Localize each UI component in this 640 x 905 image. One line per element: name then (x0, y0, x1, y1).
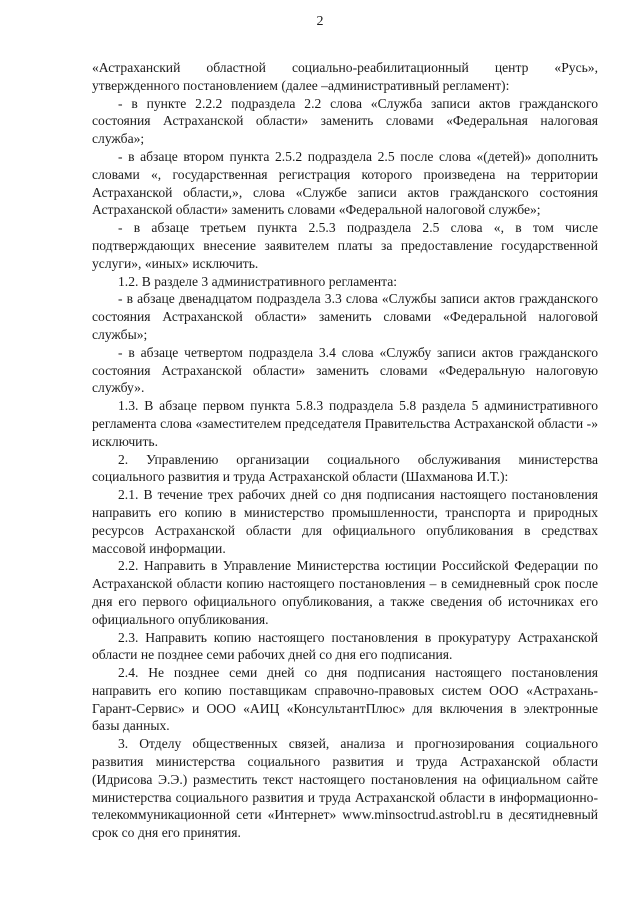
page-number: 2 (316, 14, 324, 29)
paragraph-item-2-4: 2.4. Не позднее семи дней со дня подписания настоящего постановления направить его копию поставщикам справочно-правовых систем ООО «Астрахань-Гарант-Сервис» и ООО «АИЦ «КонсультантПлюс» для включения в электронные базы данных. (92, 665, 598, 734)
paragraph-item-2-3: 2.3. Направить копию настоящего постановления в прокуратуру Астраханской области не позднее семи рабочих дней со дня его подписания. (92, 629, 598, 663)
paragraph-intro: «Астраханский областной социально-реабилитационный центр «Русь», утвержденного постановлением (далее –административный регламент): (92, 60, 598, 93)
paragraph-item-2-5-2: - в абзаце втором пункта 2.5.2 подраздела 2.5 после слова «(детей)» дополнить словами «, государственная регистрация которого произведена на территории Астраханской области,», слова «Службе записи актов гражданского состояния Астраханской области» заменить словами «Федеральной налоговой службе»; (92, 148, 598, 218)
paragraph-section-1-2: 1.2. В разделе 3 административного регламента: (118, 273, 398, 289)
paragraph-item-2-2-2: - в пункте 2.2.2 подраздела 2.2 слова «Служба записи актов гражданского состояния Астраханской области» заменить словами «Федеральная налоговая служба»; (92, 95, 598, 147)
paragraph-section-2: 2. Управлению организации социального обслуживания министерства социального развития и труда Астраханской области (Шахманова И.Т.): (92, 451, 598, 485)
paragraph-item-2-5-3: - в абзаце третьем пункта 2.5.3 подраздела 2.5 слова «, в том числе подтверждающих внесение заявителем платы за предоставление государственной услуги», «иных» исключить. (92, 220, 598, 271)
paragraph-item-3-3: - в абзаце двенадцатом подраздела 3.3 слова «Службы записи актов гражданского состояния Астраханской области» заменить словами «Федеральной налоговой службы»; (92, 291, 598, 342)
document-body (92, 59, 598, 842)
paragraph-item-2-1: 2.1. В течение трех рабочих дней со дня подписания настоящего постановления направить его копию в министерство промышленности, транспорта и природных ресурсов Астраханской области для официального опубликования в средствах массовой информации. (92, 487, 598, 556)
paragraph-item-3-4: - в абзаце четвертом подраздела 3.4 слова «Службу записи актов гражданского состояния Астраханской области» заменить словами «Федеральную налоговую службу». (92, 344, 598, 396)
paragraph-section-3: 3. Отделу общественных связей, анализа и прогнозирования социального развития министерства социального развития и труда Астраханской области (Идрисова Э.Э.) разместить текст настоящего постановления на официальном сайте министерства социального развития и труда Астраханской области в информационно-телекоммуникационной сети «Интернет» www.minsoctrud.astrobl.ru в десятидневный срок со дня его принятия. (92, 736, 598, 841)
paragraph-item-2-2: 2.2. Направить в Управление Министерства юстиции Российской Федерации по Астраханской области копию настоящего постановления – в семидневный срок после дня его первого официального опубликования, а также сведения об источниках его официального опубликования. (92, 558, 598, 627)
paragraph-section-1-3: 1.3. В абзаце первом пункта 5.8.3 подраздела 5.8 раздела 5 административного регламента слова «заместителем председателя Правительства Астраханской области -» исключить. (92, 398, 598, 449)
